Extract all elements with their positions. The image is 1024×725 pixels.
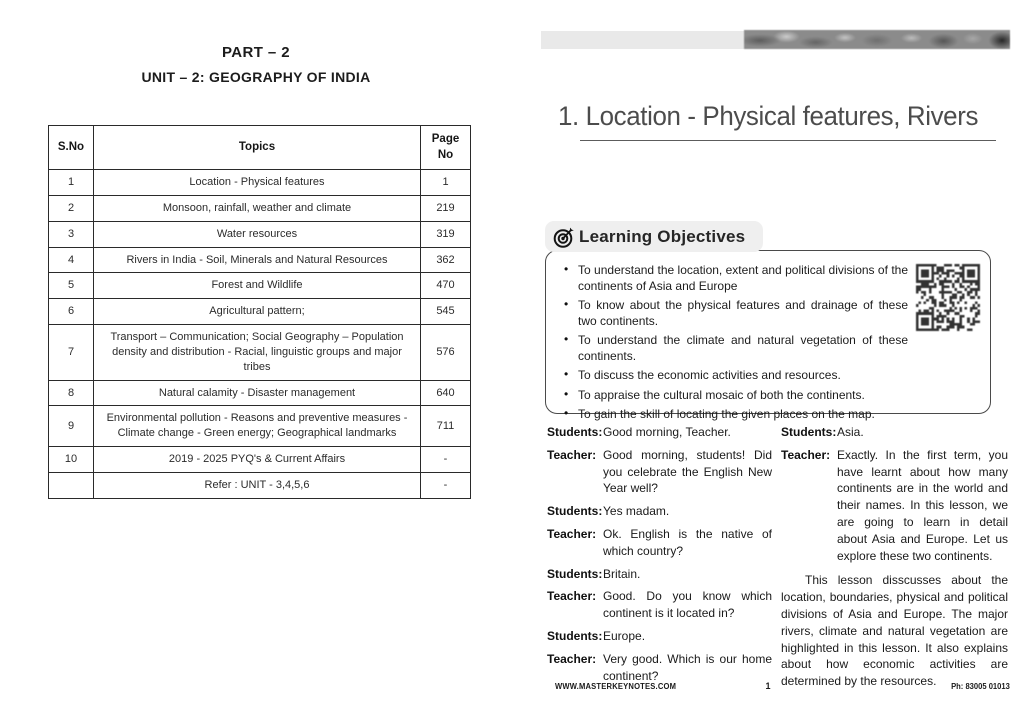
table-row <box>49 273 471 299</box>
dialogue-text: Asia. <box>837 425 864 439</box>
cell-sno: 6 <box>49 299 94 325</box>
learning-objectives-box <box>545 250 991 421</box>
table-row <box>49 195 471 221</box>
dialogue-text: Europe. <box>603 628 646 643</box>
footer-phone: Ph: 83005 01013 <box>951 682 1010 691</box>
speaker-label: Teacher: <box>781 447 831 462</box>
objectives-list <box>557 262 980 422</box>
banner-image <box>744 30 1010 49</box>
cell-sno: 5 <box>49 273 94 299</box>
cell-topic: Agricultural pattern; <box>94 299 421 325</box>
dialogue-text: Exactly. In the first term, you have learnt about how many continents are in the world and their names. In this lesson, we are going to learn in detail about Asia and Europe. Let us explore these two continents. <box>837 447 1008 563</box>
cell-topic: Water resources <box>94 221 421 247</box>
speaker-label: Teacher: <box>547 447 597 462</box>
cell-page: 319 <box>421 221 471 247</box>
learning-objectives-label: Learning Objectives <box>579 226 746 246</box>
cell-page: 576 <box>421 325 471 381</box>
dialogue-text: Very good. Which is our home continent? <box>603 651 772 683</box>
cell-topic: Monsoon, rainfall, weather and climate <box>94 195 421 221</box>
cell-page: 470 <box>421 273 471 299</box>
dialogue-entry <box>547 503 772 520</box>
table-row <box>49 325 471 381</box>
cell-topic: Rivers in India - Soil, Minerals and Natural Resources <box>94 247 421 273</box>
dialogue-text: Ok. English is the native of which country? <box>603 526 772 558</box>
objective-item: • To discuss the economic activities and resources. <box>557 367 980 383</box>
cell-sno: 10 <box>49 447 94 473</box>
dialogue-text: Good. Do you know which continent is it located in? <box>603 589 772 621</box>
objective-item: • To appraise the cultural mosaic of both the continents. <box>557 387 980 403</box>
cell-page: 640 <box>421 380 471 406</box>
footer-website: WWW.MASTERKEYNOTES.COM <box>555 682 677 691</box>
objective-item: • To understand the location, extent and political divisions of the continents of Asia and Europe <box>557 262 980 294</box>
objective-item: • To understand the climate and natural vegetation of these continents. <box>557 332 980 364</box>
cell-page: - <box>421 473 471 499</box>
table-row <box>49 406 471 447</box>
title-underline <box>580 140 996 141</box>
cell-sno <box>49 473 94 499</box>
dialogue-entry <box>547 628 772 645</box>
cell-page: 1 <box>421 170 471 196</box>
right-page <box>512 0 1024 725</box>
speaker-label: Teacher: <box>547 651 597 666</box>
table-row <box>49 447 471 473</box>
part-title: PART – 2 <box>222 44 290 61</box>
dialogue-entry <box>547 447 772 497</box>
dialogue-text: Yes madam. <box>603 504 670 519</box>
speaker-label: Teacher: <box>547 589 597 604</box>
cell-sno: 3 <box>49 221 94 247</box>
cell-page: - <box>421 447 471 473</box>
dialogue-column-right <box>781 424 1008 690</box>
speaker-label: Students: <box>547 566 603 581</box>
footer-page-number: 1 <box>765 681 771 691</box>
dialogue-entry <box>781 447 1008 565</box>
speaker-label: Students: <box>547 425 603 439</box>
table-row <box>49 473 471 499</box>
table-row <box>49 299 471 325</box>
speaker-label: Students: <box>547 504 603 519</box>
cell-topic: Refer : UNIT - 3,4,5,6 <box>94 473 421 499</box>
dialogue-entry <box>547 424 772 441</box>
speaker-label: Teacher: <box>547 526 597 541</box>
dialogue-entry <box>547 651 772 685</box>
cell-sno: 1 <box>49 170 94 196</box>
speaker-label: Students: <box>781 425 837 439</box>
cell-topic: Transport – Communication; Social Geography – Population density and distribution - Racial, linguistic groups and major tribes <box>94 325 421 381</box>
contents-table <box>48 125 471 499</box>
table-header-row <box>49 126 471 170</box>
cell-topic: Location - Physical features <box>94 170 421 196</box>
cell-topic: 2019 - 2025 PYQ's & Current Affairs <box>94 447 421 473</box>
cell-topic: Environmental pollution - Reasons and preventive measures - Climate change - Green energy; Geographical landmarks <box>94 406 421 447</box>
banner-gray-bar <box>541 31 744 49</box>
dialogue-entry <box>547 526 772 560</box>
dialogue-entry <box>547 566 772 583</box>
closing-paragraph: This lesson disscusses about the location, boundaries, physical and political divisions of Asia and Europe. The major rivers, climate and natural vegetation are highlighted in this lesson. It also explains about how economic activities are determined by the resources. <box>781 573 1008 689</box>
cell-page: 362 <box>421 247 471 273</box>
table-row <box>49 380 471 406</box>
target-icon <box>552 225 576 249</box>
cell-page: 711 <box>421 406 471 447</box>
cell-topic: Forest and Wildlife <box>94 273 421 299</box>
dialogue-entry <box>547 588 772 622</box>
learning-objectives-header <box>545 221 763 252</box>
cell-topic: Natural calamity - Disaster management <box>94 380 421 406</box>
cell-page: 219 <box>421 195 471 221</box>
table-row <box>49 170 471 196</box>
dialogue-text: Britain. <box>603 566 641 581</box>
table-row <box>49 247 471 273</box>
header-topics: Topics <box>94 126 421 170</box>
chapter-title: 1. Location - Physical features, Rivers <box>557 101 979 131</box>
dialogue-entry <box>781 424 1008 441</box>
cell-sno: 2 <box>49 195 94 221</box>
cell-sno: 4 <box>49 247 94 273</box>
dialogue-column-left <box>547 424 772 690</box>
cell-page: 545 <box>421 299 471 325</box>
table-row <box>49 221 471 247</box>
header-sno: S.No <box>49 126 94 170</box>
dialogue-text: Good morning, Teacher. <box>603 425 731 439</box>
objective-item: • To know about the physical features and drainage of these two continents. <box>557 297 980 329</box>
cell-sno: 7 <box>49 325 94 381</box>
speaker-label: Students: <box>547 628 603 643</box>
header-pageno: Page No <box>421 126 471 170</box>
cell-sno: 9 <box>49 406 94 447</box>
dialogue-text: Good morning, students! Did you celebrate the English New Year well? <box>603 447 772 496</box>
objective-item: • To gain the skill of locating the given places on the map. <box>557 406 980 422</box>
unit-title: UNIT – 2: GEOGRAPHY OF INDIA <box>141 69 371 85</box>
cell-sno: 8 <box>49 380 94 406</box>
